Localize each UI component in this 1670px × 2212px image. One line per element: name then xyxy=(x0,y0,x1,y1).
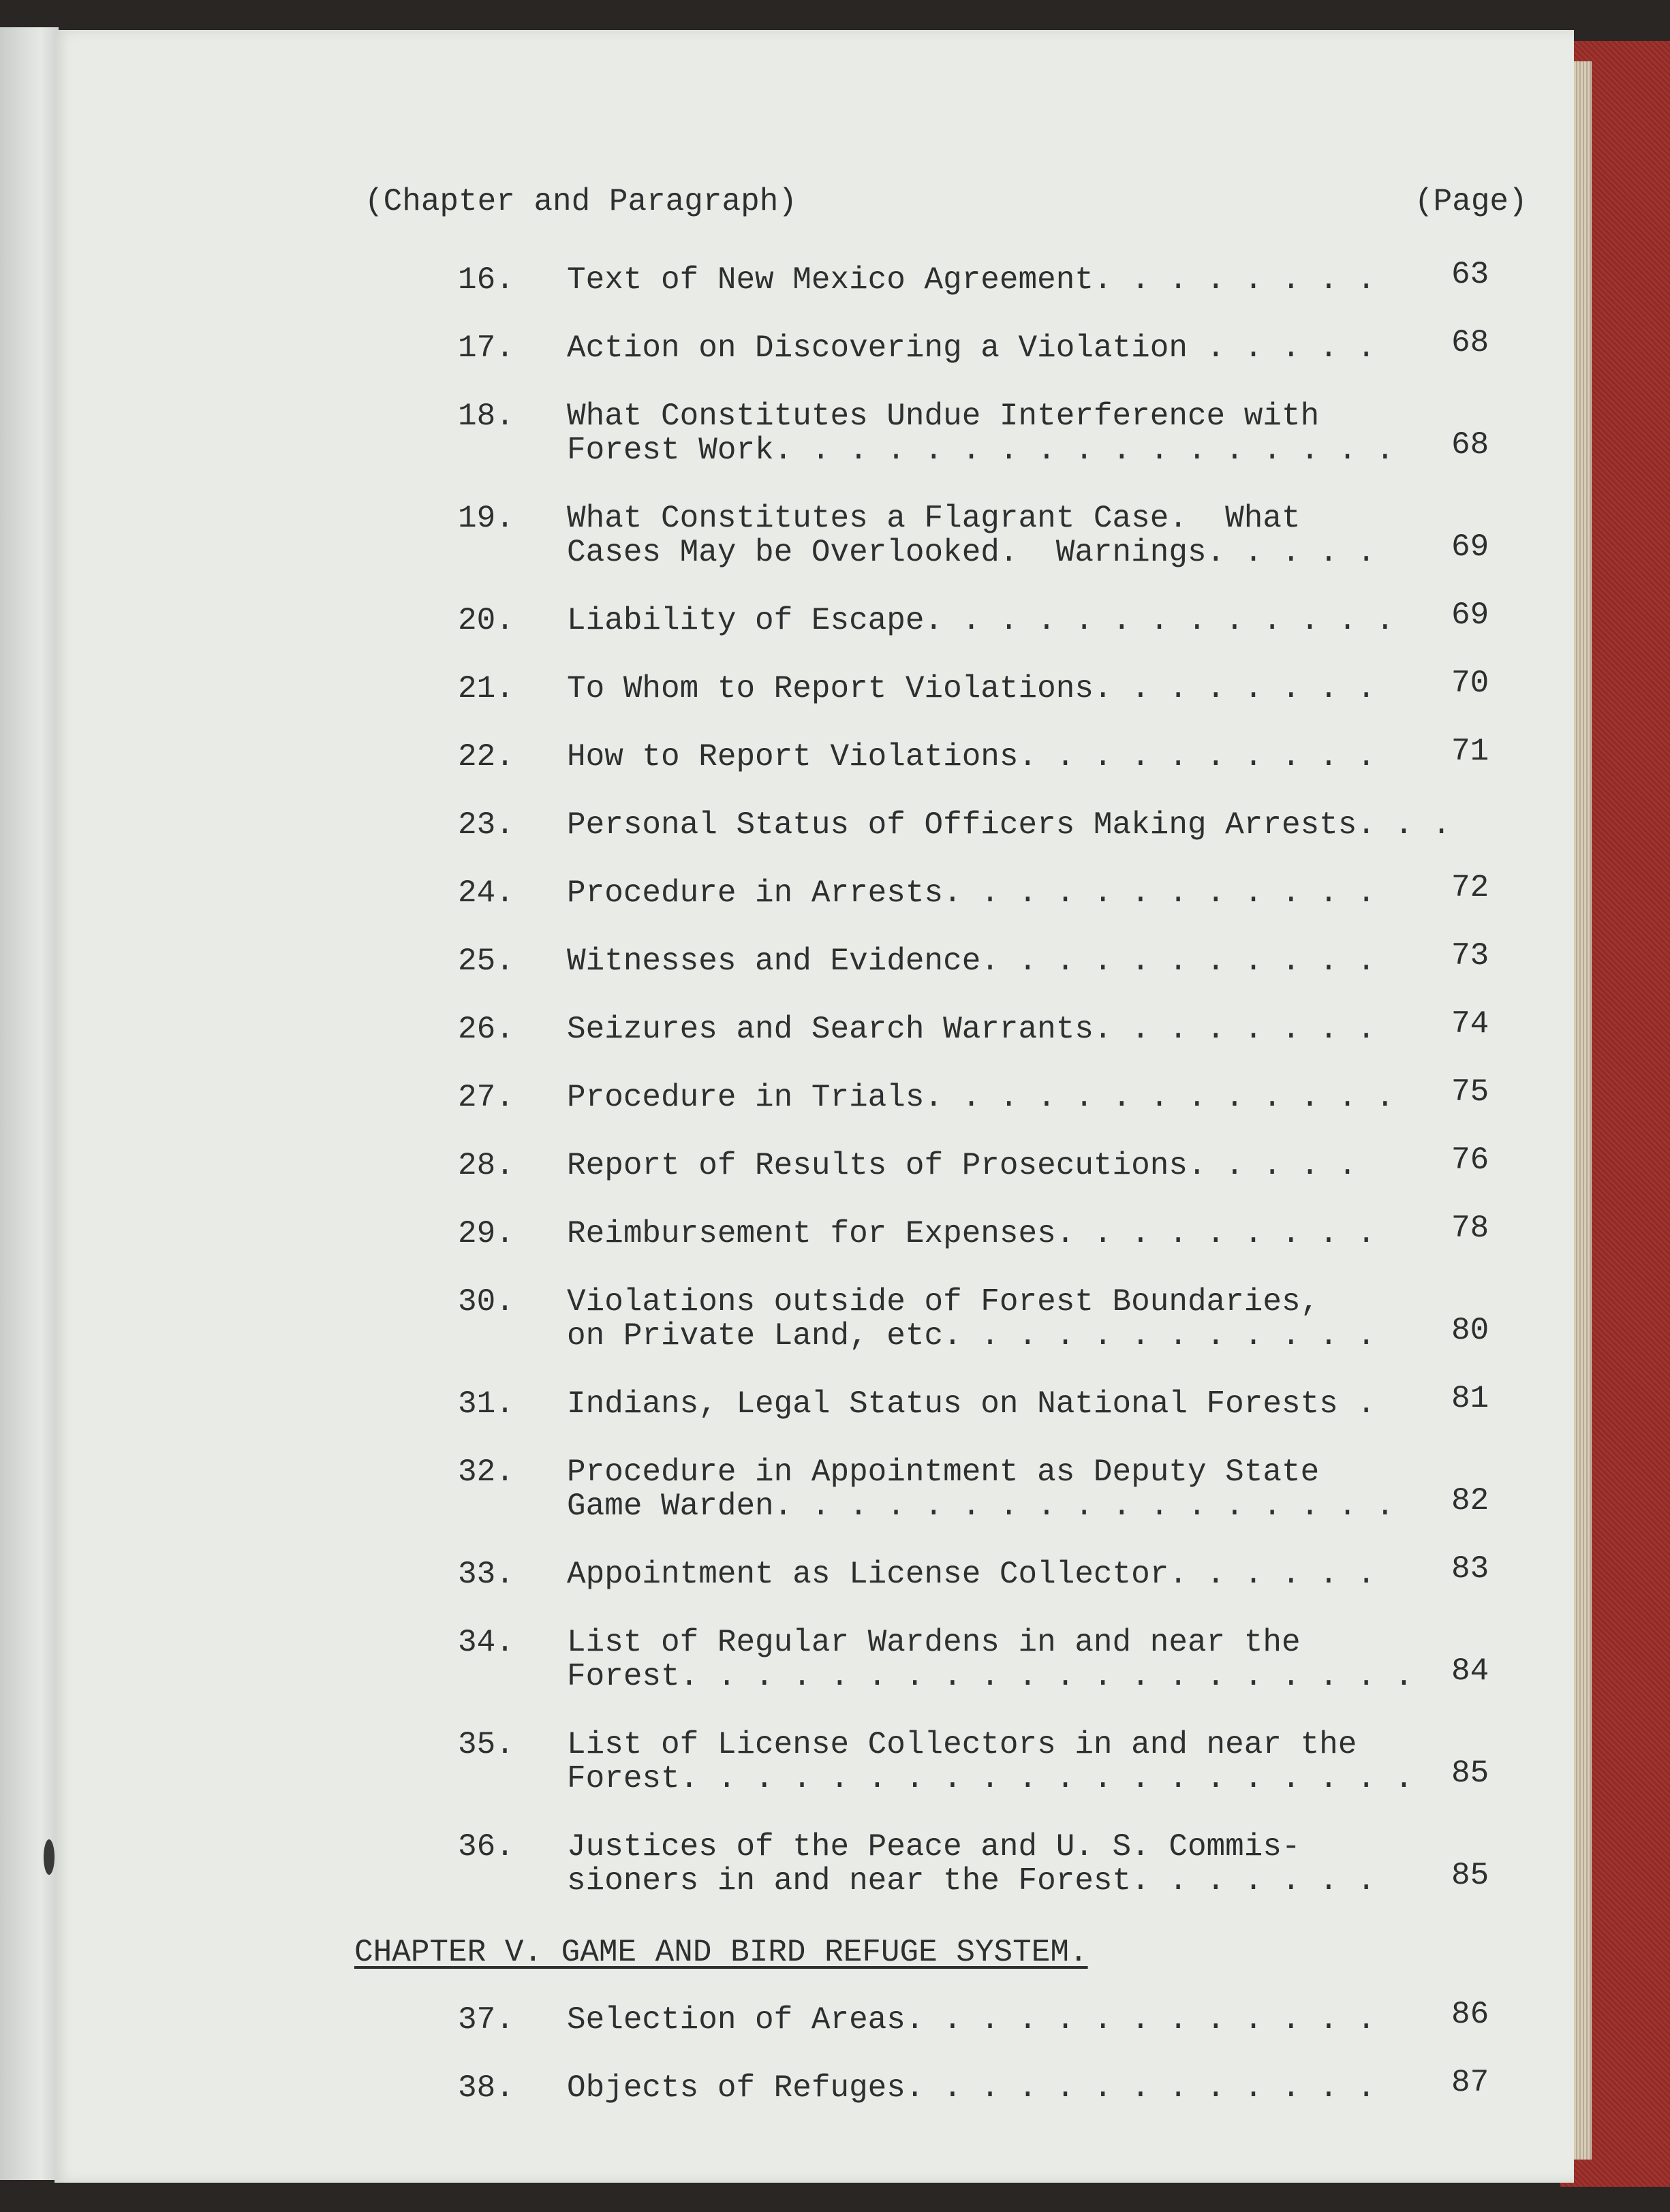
entry-number: 23. xyxy=(458,807,514,843)
entry-page-number: 86 xyxy=(1451,1997,1489,2032)
entry-page-number: 87 xyxy=(1451,2065,1489,2100)
entry-title-line: Forest. . . . . . . . . . . . . . . . . . . . xyxy=(567,1761,1414,1796)
entry-page-number: 69 xyxy=(1451,597,1489,633)
entry-title-line: Procedure in Trials. . . . . . . . . . . . . xyxy=(567,1080,1395,1115)
entry-number: 36. xyxy=(458,1829,514,1865)
entry-page-number: 83 xyxy=(1451,1551,1489,1587)
entry-title-line: Cases May be Overlooked. Warnings. . . . . xyxy=(567,535,1376,570)
entry-number: 38. xyxy=(458,2070,514,2106)
entry-title-line: Selection of Areas. . . . . . . . . . . . . xyxy=(567,2002,1376,2038)
entry-page-number: 84 xyxy=(1451,1653,1489,1689)
entry-number: 37. xyxy=(458,2002,514,2038)
entry-title-line: Game Warden. . . . . . . . . . . . . . . . . xyxy=(567,1489,1395,1524)
entry-title-line: What Constitutes Undue Interference with xyxy=(567,399,1320,434)
entry-page-number: 63 xyxy=(1451,257,1489,292)
entry-title-line: How to Report Violations. . . . . . . . . . xyxy=(567,739,1376,775)
entry-title-line: sioners in and near the Forest. . . . . . . xyxy=(567,1863,1376,1899)
entry-title-line: Violations outside of Forest Boundaries, xyxy=(567,1284,1320,1320)
entry-page-number: 85 xyxy=(1451,1858,1489,1893)
entry-page-number: 74 xyxy=(1451,1006,1489,1042)
entry-number: 31. xyxy=(458,1386,514,1422)
entry-page-number: 71 xyxy=(1451,734,1489,769)
entry-number: 17. xyxy=(458,330,514,366)
entry-title-line: Liability of Escape. . . . . . . . . . . . . xyxy=(567,603,1395,638)
entry-number: 29. xyxy=(458,1216,514,1251)
entry-title-line: Indians, Legal Status on National Forests . xyxy=(567,1386,1376,1422)
column-header-page: (Page) xyxy=(1414,184,1528,219)
entry-title-line: Objects of Refuges. . . . . . . . . . . . . xyxy=(567,2070,1376,2106)
entry-page-number: 75 xyxy=(1451,1074,1489,1110)
entry-number: 28. xyxy=(458,1148,514,1183)
entry-page-number: 72 xyxy=(1451,870,1489,905)
entry-title-line: Procedure in Arrests. . . . . . . . . . . . xyxy=(567,875,1376,911)
entry-number: 24. xyxy=(458,875,514,911)
entry-page-number: 69 xyxy=(1451,529,1489,565)
entry-title-line: Justices of the Peace and U. S. Commis- xyxy=(567,1829,1301,1865)
entry-title-line: Report of Results of Prosecutions. . . . . xyxy=(567,1148,1357,1183)
entry-page-number: 82 xyxy=(1451,1483,1489,1518)
entry-number: 25. xyxy=(458,944,514,979)
entry-page-number: 68 xyxy=(1451,325,1489,360)
entry-page-number: 76 xyxy=(1451,1142,1489,1178)
entry-page-number: 78 xyxy=(1451,1211,1489,1246)
entry-number: 27. xyxy=(458,1080,514,1115)
entry-title-line: What Constitutes a Flagrant Case. What xyxy=(567,501,1301,536)
entry-number: 33. xyxy=(458,1557,514,1592)
entry-number: 19. xyxy=(458,501,514,536)
entry-number: 34. xyxy=(458,1625,514,1660)
entry-page-number: 68 xyxy=(1451,427,1489,463)
entry-number: 35. xyxy=(458,1727,514,1762)
entry-page-number: 73 xyxy=(1451,938,1489,973)
entry-title-line: Witnesses and Evidence. . . . . . . . . . . xyxy=(567,944,1376,979)
entry-number: 21. xyxy=(458,671,514,706)
entry-title-line: Text of New Mexico Agreement. . . . . . . . xyxy=(567,262,1376,298)
entry-page-number: 70 xyxy=(1451,666,1489,701)
entry-title-line: To Whom to Report Violations. . . . . . . . xyxy=(567,671,1376,706)
entry-title-line: Forest. . . . . . . . . . . . . . . . . . . . xyxy=(567,1659,1414,1694)
chapter-heading: CHAPTER V. GAME AND BIRD REFUGE SYSTEM. xyxy=(354,1935,1088,1970)
entry-title-line: Forest Work. . . . . . . . . . . . . . . . . xyxy=(567,433,1395,468)
entry-title-line: Reimbursement for Expenses. . . . . . . . . xyxy=(567,1216,1376,1251)
entry-title-line: List of License Collectors in and near the xyxy=(567,1727,1357,1762)
entry-title-line: List of Regular Wardens in and near the xyxy=(567,1625,1301,1660)
entry-number: 18. xyxy=(458,399,514,434)
entry-title-line: Action on Discovering a Violation . . . . . xyxy=(567,330,1376,366)
entry-number: 30. xyxy=(458,1284,514,1320)
entry-number: 20. xyxy=(458,603,514,638)
entry-title-line: Personal Status of Officers Making Arrests. . . xyxy=(567,807,1451,843)
entry-number: 26. xyxy=(458,1012,514,1047)
entry-page-number: 81 xyxy=(1451,1381,1489,1416)
entry-page-number: 85 xyxy=(1451,1756,1489,1791)
entry-title-line: Seizures and Search Warrants. . . . . . . . xyxy=(567,1012,1376,1047)
entry-number: 32. xyxy=(458,1454,514,1490)
entry-title-line: Procedure in Appointment as Deputy State xyxy=(567,1454,1320,1490)
entry-number: 22. xyxy=(458,739,514,775)
entry-title-line: Appointment as License Collector. . . . . . xyxy=(567,1557,1376,1592)
column-header-chapter: (Chapter and Paragraph) xyxy=(365,184,797,219)
binding-hole xyxy=(44,1839,55,1875)
entry-title-line: on Private Land, etc. . . . . . . . . . . . xyxy=(567,1318,1376,1354)
entry-page-number: 80 xyxy=(1451,1313,1489,1348)
entry-number: 16. xyxy=(458,262,514,298)
